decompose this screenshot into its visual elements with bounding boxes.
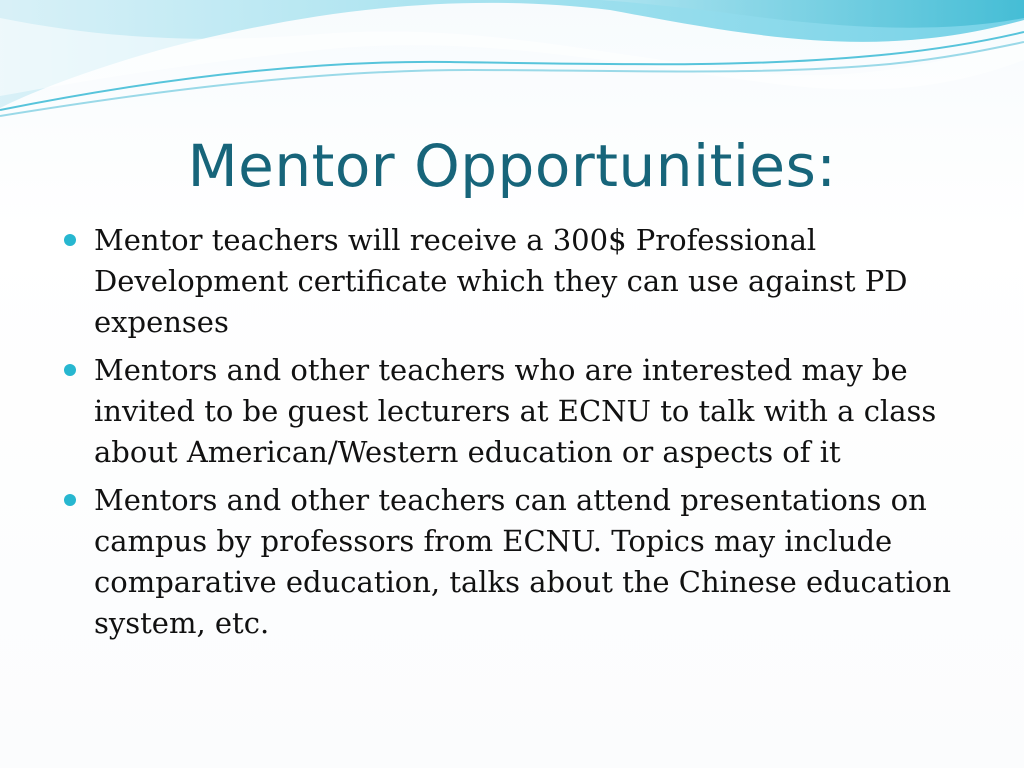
bullet-text: Mentors and other teachers who are interested may be invited to be guest lecturers at ECNU to talk with a class about American/Western education or aspects of it xyxy=(94,353,937,469)
bullet-dot-icon xyxy=(64,494,76,506)
bullet-text: Mentor teachers will receive a 300$ Professional Development certificate which they can use against PD expenses xyxy=(94,223,908,339)
bullet-dot-icon xyxy=(64,364,76,376)
bullet-item xyxy=(60,350,980,473)
slide-title: Mentor Opportunities: xyxy=(187,132,837,200)
bullet-dot-icon xyxy=(64,234,76,246)
bullet-item xyxy=(60,480,980,644)
bullet-text: Mentors and other teachers can attend presentations on campus by professors from ECNU. Topics may include comparative education, talks about the Chinese education system, etc. xyxy=(94,483,952,640)
bullet-list xyxy=(60,220,980,651)
bullet-item xyxy=(60,220,980,343)
decorative-wave-header xyxy=(0,0,1024,130)
